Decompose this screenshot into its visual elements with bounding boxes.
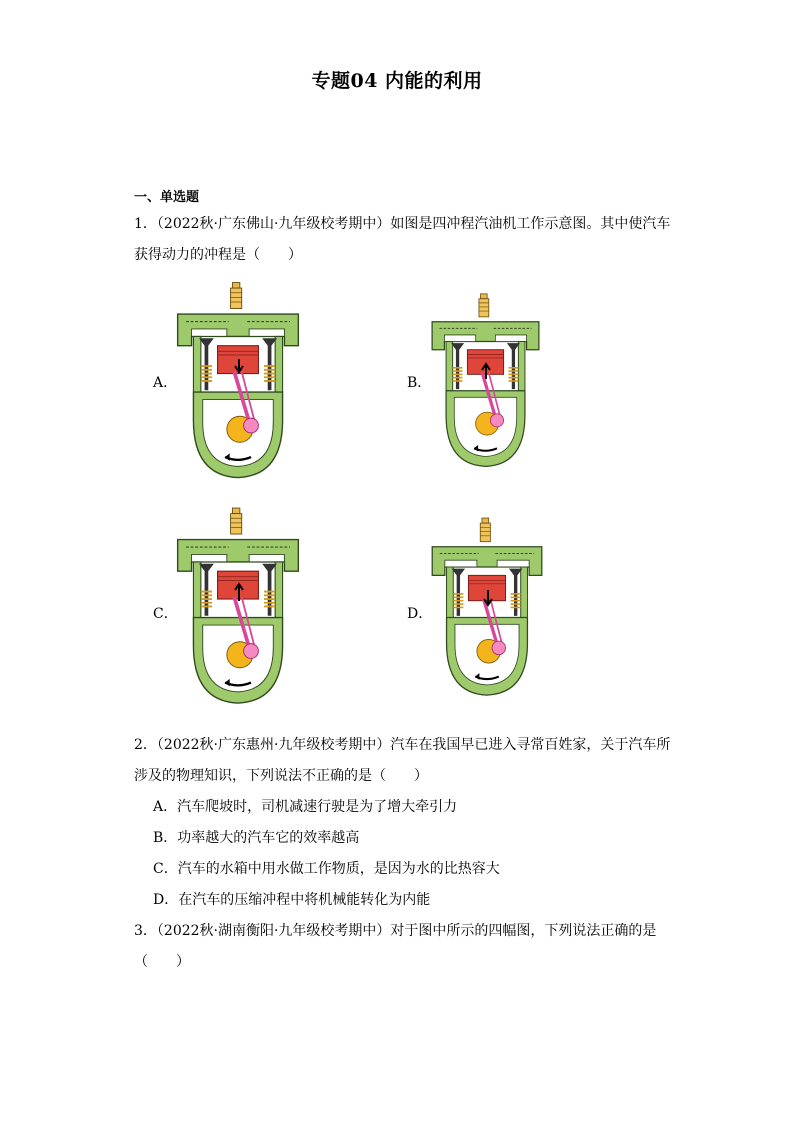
- option-a-label: A．: [153, 375, 178, 391]
- question-2-option-d: D．在汽车的压缩冲程中将机械能转化为内能: [153, 892, 431, 908]
- question-1-line-1: 1．（2022秋·广东佛山·九年级校考期中）如图是四冲程汽油机工作示意图。其中使汽车: [134, 216, 671, 232]
- question-2-line-1: 2．（2022秋·广东惠州·九年级校考期中）汽车在我国早已进入寻常百姓家，关于汽车所: [134, 737, 671, 753]
- option-b-label: B．: [407, 375, 432, 391]
- question-2-option-c: C．汽车的水箱中用水做工作物质，是因为水的比热容大: [153, 861, 500, 877]
- engine-figure-d: [428, 506, 546, 708]
- question-1-line-2: 获得动力的冲程是（ ）: [134, 247, 302, 263]
- question-2-option-a: A．汽车爬坡时，司机减速行驶是为了增大牵引力: [153, 799, 458, 815]
- page-title: 专题04 内能的利用: [311, 70, 483, 92]
- engine-figure-c: [173, 497, 303, 715]
- option-c-label: C．: [153, 606, 178, 622]
- engine-figure-b: [428, 283, 543, 478]
- option-d-label: D．: [407, 606, 433, 622]
- engine-figure-a: [173, 273, 303, 488]
- question-2-line-2: 涉及的物理知识，下列说法不正确的是（ ）: [134, 768, 428, 784]
- question-3-line-2: （ ）: [134, 954, 190, 970]
- section-heading: 一、单选题: [134, 190, 200, 205]
- question-3-line-1: 3．（2022秋·湖南衡阳·九年级校考期中）对于图中所示的四幅图，下列说法正确的是: [134, 923, 657, 939]
- question-2-option-b: B．功率越大的汽车它的效率越高: [153, 830, 360, 846]
